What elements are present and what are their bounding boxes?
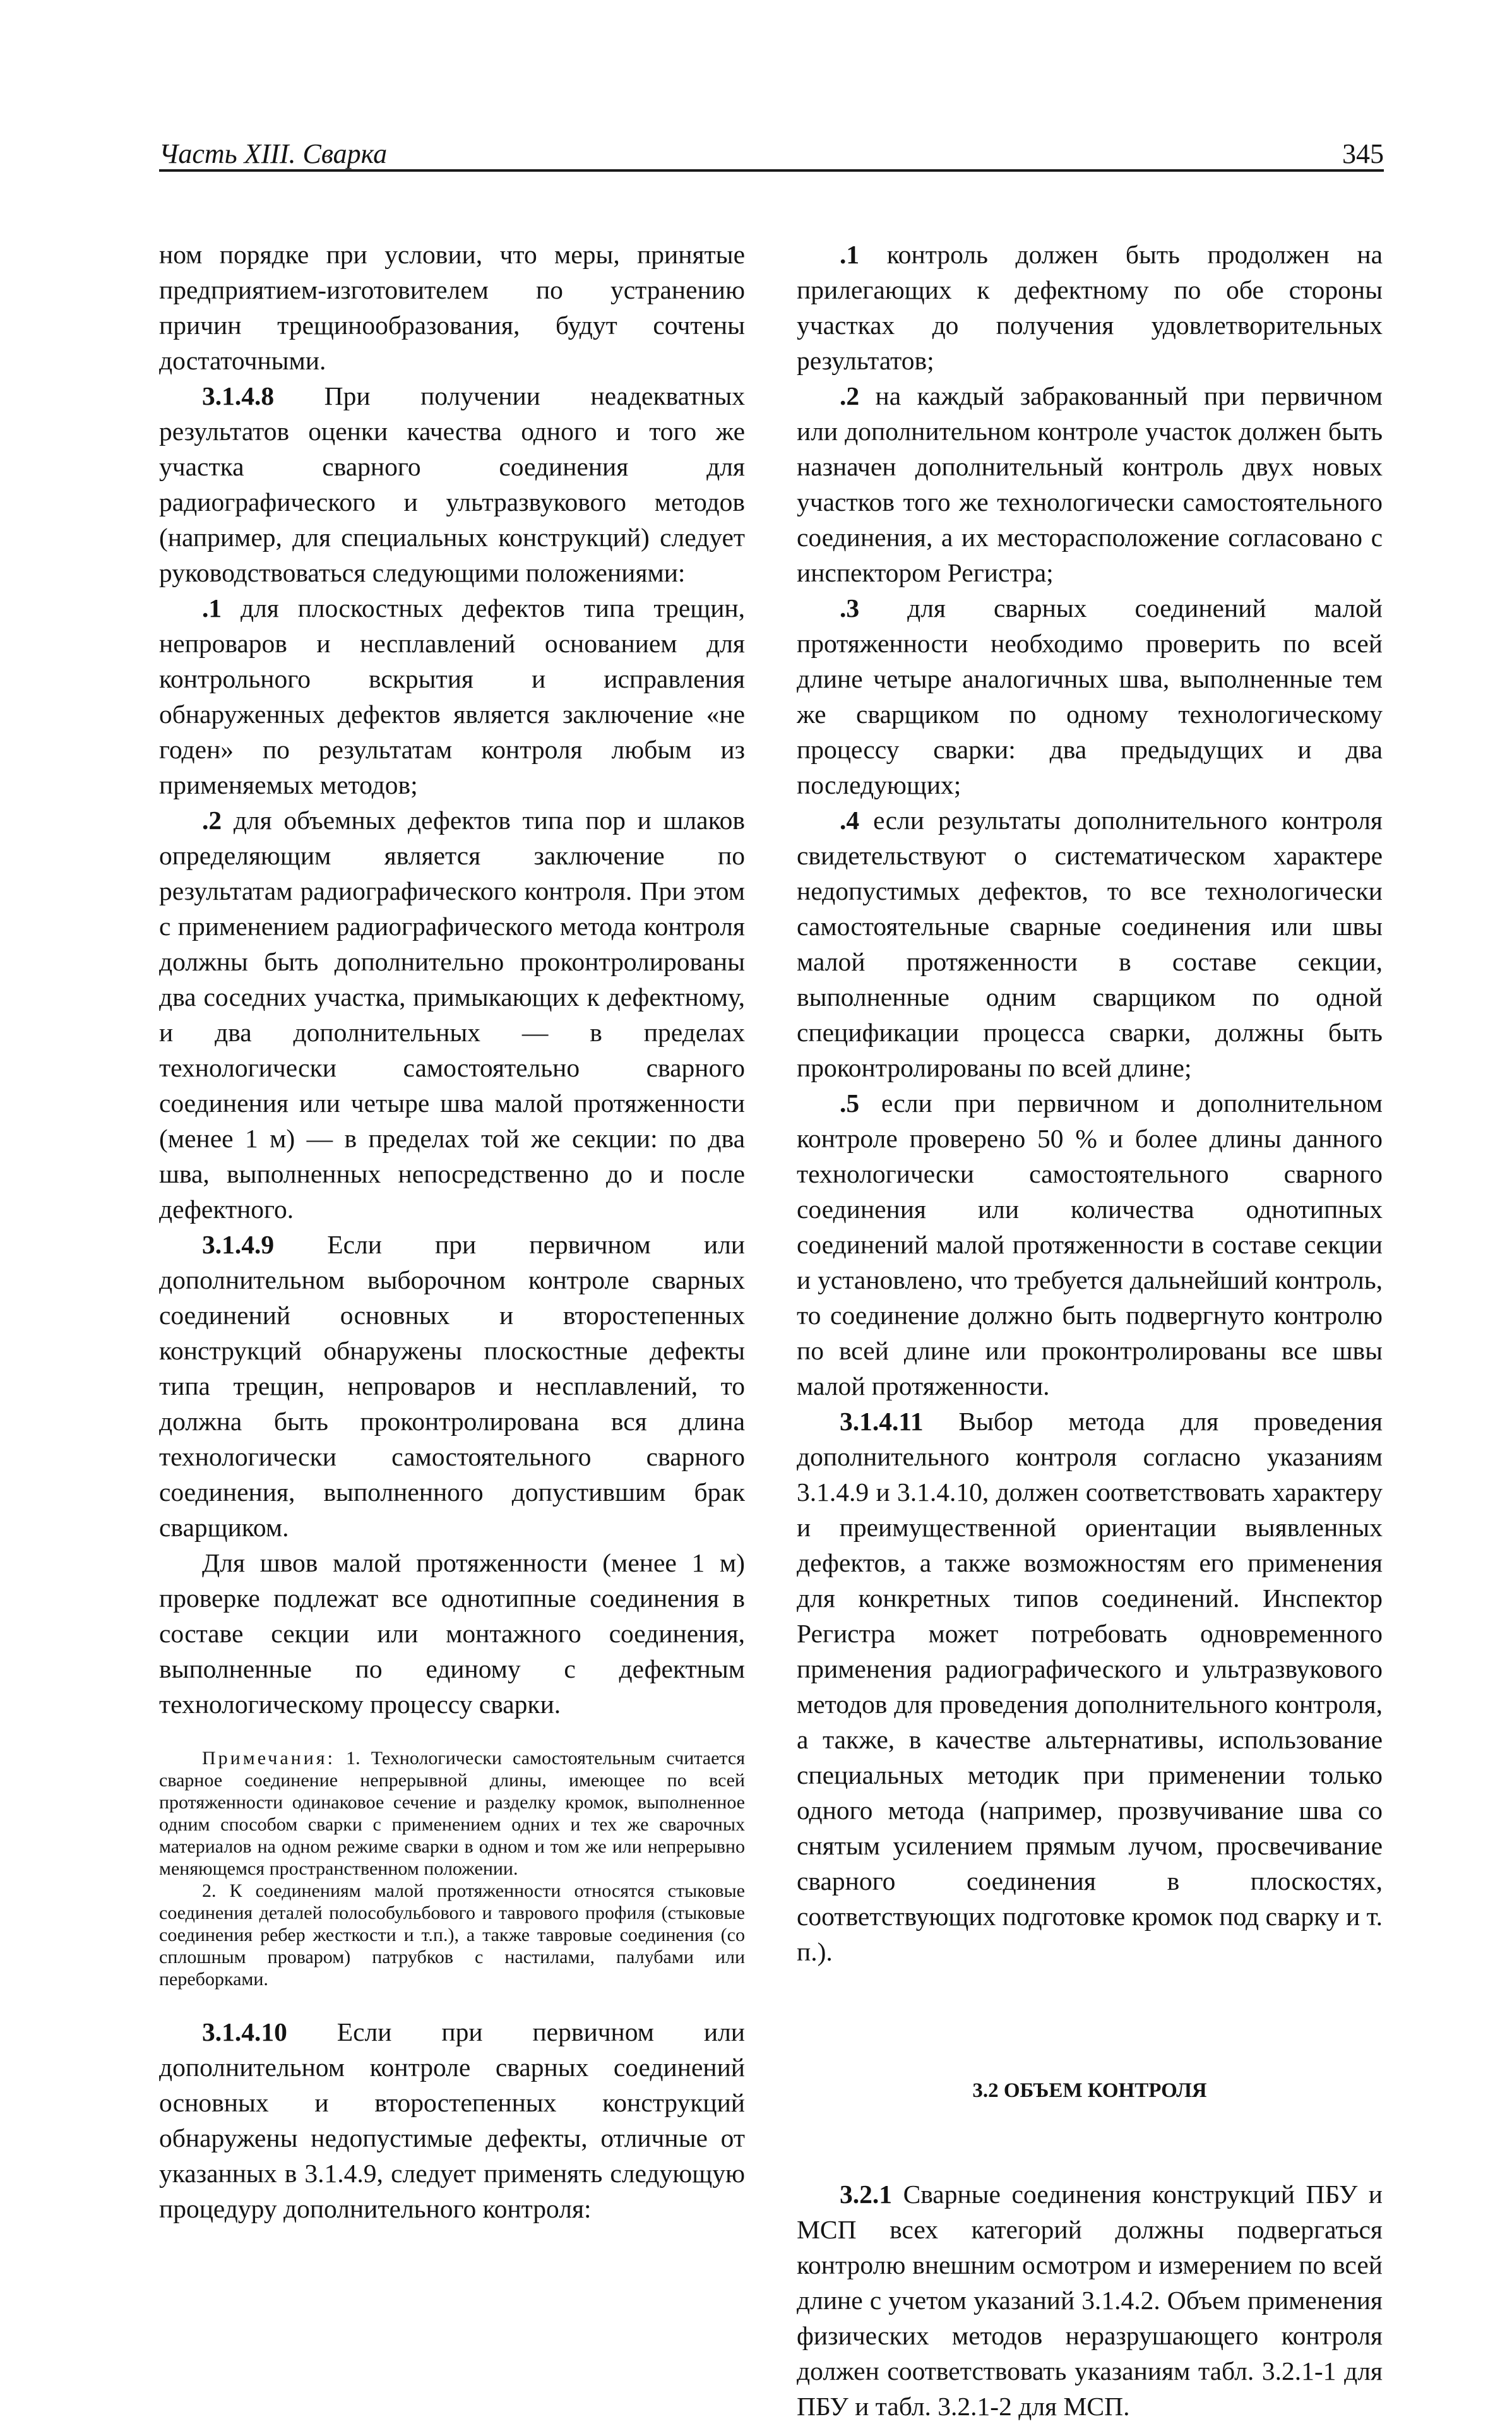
procedure-item-1: .1 контроль должен быть продолжен на прилегающих к дефектному по обе стороны участках до получения удовлетворительных результатов; <box>797 240 1383 375</box>
paragraph-continuation: ном порядке при условии, что меры, принятые предприятием-изготовителем по устранению причин трещинообразования, будут сочтены достаточными. <box>159 240 745 375</box>
item-number: .3 <box>840 594 860 623</box>
paragraph-short-welds: Для швов малой протяженности (менее 1 м) проверке подлежат все однотипные соединения в составе секции или монтажного соединения, выполненные по единому с дефектным технологическому процессу сварки. <box>159 1548 745 1719</box>
note-2: 2. К соединениям малой протяженности относятся стыковые соединения деталей полособульбового и таврового профиля (стыковые соединения ребер жесткости и т.п.), а также тавровые соединения (со сплошным проваром) патрубков с настилами, палубами или переборками. <box>159 1880 745 1990</box>
item-number: .1 <box>202 594 222 623</box>
procedure-item-5: .5 если при первичном и дополнительном контроле проверено 50 % и более длины данного технологически самостоятельного сварного соединения или количества однотипных соединений малой протяженности в составе секции и установлено, что требуется дальнейший контроль, то соединение должно быть подвергнуто контролю по всей длине или проконтролированы все швы малой протяженности. <box>797 1089 1383 1400</box>
clause-number: 3.1.4.10 <box>202 2017 287 2046</box>
clause-number: 3.1.4.9 <box>202 1230 275 1259</box>
clause-number: 3.1.4.8 <box>202 381 275 410</box>
clause-3-1-4-8: 3.1.4.8 При получении неадекватных результатов оценки качества одного и того же участка сварного соединения для радиографического и ультразвукового методов (например, для специальных конструкций) следует руководствоваться следующими положениями: <box>159 381 745 587</box>
clause-3-2-1: 3.2.1 Сварные соединения конструкций ПБУ и МСП всех категорий должны подвергаться контролю внешним осмотром и измерением по всей длине с учетом указаний 3.1.4.2. Объем применения физических методов неразрушающего контроля должен соответствовать указаниям табл. 3.2.1-1 для ПБУ и табл. 3.2.1-2 для МСП. <box>797 2180 1383 2421</box>
clause-number: 3.1.4.11 <box>840 1407 924 1436</box>
page-number: 345 <box>1342 138 1384 169</box>
running-header <box>159 133 1384 174</box>
item-number: .1 <box>840 240 860 269</box>
list-item-1: .1 для плоскостных дефектов типа трещин, непроваров и несплавлений основанием для контрольного вскрытия и исправления обнаруженных дефектов является заключение «не годен» по результатам контроля любым из применяемых методов; <box>159 594 745 799</box>
clause-3-1-4-10: 3.1.4.10 Если при первичном или дополнительном контроле сварных соединений основных и второстепенных конструкций обнаружены недопустимые дефекты, отличные от указанных в 3.1.4.9, следует применять следующую процедуру дополнительного контроля: <box>159 2017 745 2223</box>
clause-3-1-4-11: 3.1.4.11 Выбор метода для проведения дополнительного контроля согласно указаниям 3.1.4.9 и 3.1.4.10, должен соответствовать характеру и преимущественной ориентации выявленных дефектов, а также возможностям его применения для конкретных типов соединений. Инспектор Регистра может потребовать одновременного применения радиографического и ультразвукового методов для проведения дополнительного контроля, а также, в качестве альтернативы, использование специальных методик при применении только одного метода (например, прозвучивание шва со снятым усилением прямым лучом, просвечивание сварного соединения в плоскостях, соответствующих подготовке кромок под сварку и т. п.). <box>797 1407 1383 1966</box>
note-1: Примечания: 1. Технологически самостоятельным считается сварное соединение непрерывной длины, имеющее по всей протяженности одинаковое сечение и разделку кромок, выполненное одним способом сварки с применением одних и тех же сварочных материалов на одном режиме сварки в одном и том же или непрерывно меняющемся пространственном положении. <box>159 1748 745 1879</box>
procedure-item-2: .2 на каждый забракованный при первичном или дополнительном контроле участок должен быть назначен дополнительный контроль двух новых участков того же технологически самостоятельного соединения, а их месторасположение согласовано с инспектором Регистра; <box>797 381 1383 587</box>
section-heading: 3.2 ОБЪЕМ КОНТРОЛЯ <box>972 2079 1207 2102</box>
notes-block <box>159 1747 745 1990</box>
item-number: .2 <box>840 381 860 410</box>
item-number: .4 <box>840 806 860 835</box>
clause-number: 3.2.1 <box>840 2180 892 2209</box>
item-number: .2 <box>202 806 222 835</box>
list-item-2: .2 для объемных дефектов типа пор и шлаков определяющим является заключение по результатам радиографического контроля. При этом с применением радиографического метода контроля должны быть дополнительно проконтролированы два соседних участка, примыкающих к дефектному, и два дополнительных — в пределах технологически самостоятельно сварного соединения или четыре шва малой протяженности (менее 1 м) — в пределах той же секции: по два шва, выполненных непосредственно до и после дефектного. <box>159 806 745 1224</box>
header-rule <box>159 169 1384 172</box>
right-column <box>797 237 1383 2424</box>
header-title: Часть XIII. Сварка <box>159 138 388 169</box>
left-column <box>159 237 745 2226</box>
clause-3-1-4-9: 3.1.4.9 Если при первичном или дополнительном выборочном контроле сварных соединений основных и второстепенных конструкций обнаружены плоскостные дефекты типа трещин, непроваров и несплавлений, то должна быть проконтролирована вся длина технологически самостоятельного сварного соединения, выполненного допустившим брак сварщиком. <box>159 1230 745 1542</box>
notes-label: Примечания: <box>202 1748 335 1769</box>
procedure-item-4: .4 если результаты дополнительного контроля свидетельствуют о систематическом характере недопустимых дефектов, то все технологически самостоятельные сварные соединения или швы малой протяженности в составе секции, выполненные одним сварщиком по одной спецификации процесса сварки, должны быть проконтролированы по всей длине; <box>797 806 1383 1082</box>
item-number: .5 <box>840 1089 860 1118</box>
procedure-item-3: .3 для сварных соединений малой протяженности необходимо проверить по всей длине четыре аналогичных шва, выполненные тем же сварщиком по одному технологическому процессу сварки: два предыдущих и два последующих; <box>797 594 1383 799</box>
